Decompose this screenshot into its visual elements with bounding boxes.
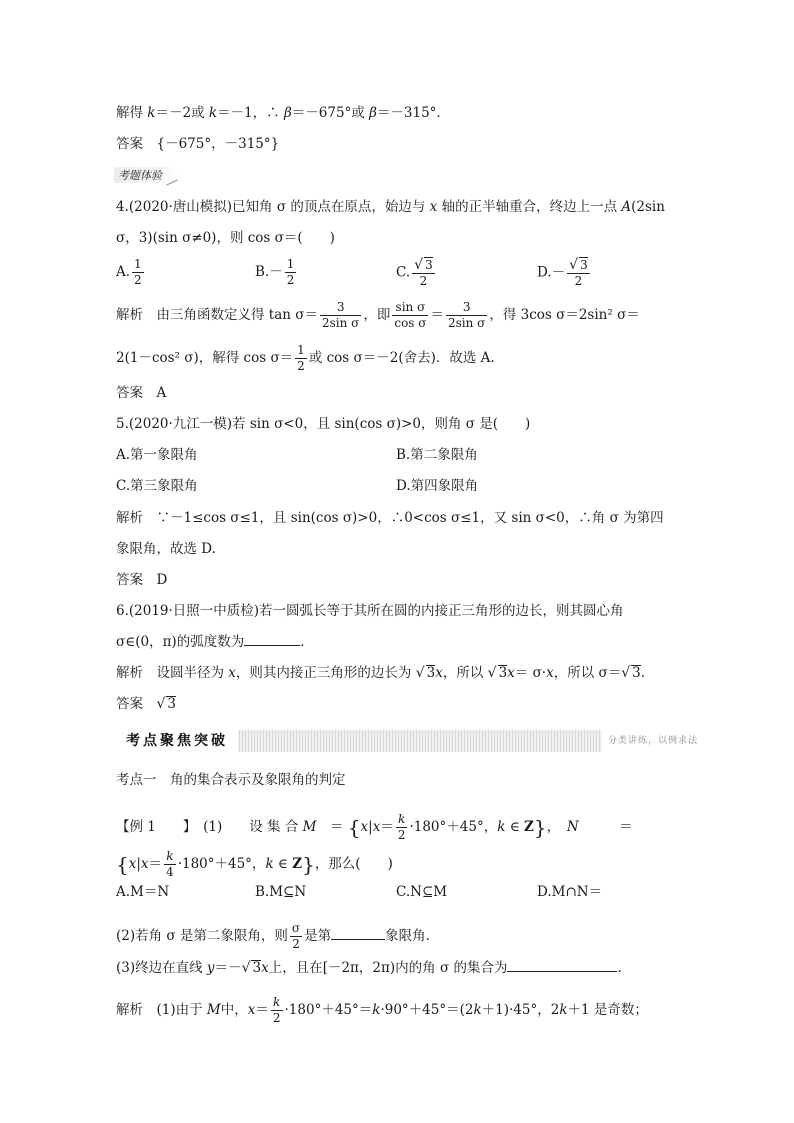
q5-answer: 答案 D bbox=[116, 572, 168, 588]
example1-part2: (2)若角 σ 是第二象限角，则 $\frac{\sigma}{2}$ 是第 象限角. bbox=[116, 921, 430, 951]
example1-option-d: D.M∩N＝ bbox=[537, 884, 603, 900]
example1-option-c: C.N⊆M bbox=[396, 884, 448, 900]
q6-stem-line2: σ∈(0，π)的弧度数为 ． bbox=[116, 634, 314, 650]
example1-line1: 【例 1 】 (1) 设 集 合 M ＝ {x|x＝ $\frac{k}{2}$ ·180°＋45°，k ∈ Z}， N ＝ bbox=[116, 812, 633, 842]
answer-label: 答案 bbox=[116, 136, 143, 152]
example1-option-a: A.M＝N bbox=[116, 884, 170, 900]
q5-option-b: B.第二象限角 bbox=[396, 447, 478, 463]
answer-top bbox=[116, 135, 279, 153]
q5-option-a: A.第一象限角 bbox=[116, 447, 198, 463]
q4-option-b: B.－ $\frac{1}{2}$ bbox=[255, 257, 295, 287]
q4-option-c: C. $\frac{√ 3}{2}$ bbox=[396, 257, 433, 288]
q5-option-c: C.第三象限角 bbox=[116, 478, 198, 494]
example1-part3: (3)终边在直线 y＝－√ 3x上，且在[－2π，2π)内的角 σ 的集合为 . bbox=[116, 960, 622, 976]
section-banner bbox=[116, 730, 704, 752]
example1-line2: {x|x＝ $\frac{k}{4}$ ·180°＋45°，k ∈ Z}，那么( ) bbox=[116, 849, 393, 879]
section-tag: 考题体验 bbox=[114, 167, 180, 183]
example1-solution: 解析 (1)由于 M中，x＝ $\frac{k}{2}$ ·180°＋45°＝k·90°＋45°＝(2k＋1)·45°，2k＋1 是奇数； bbox=[116, 995, 648, 1025]
q4-option-d: D.－ $\frac{√ 3}{2}$ bbox=[537, 257, 588, 288]
banner-subtitle: 分类讲练，以例求法 bbox=[602, 730, 704, 752]
example1-option-b: B.M⊆N bbox=[255, 884, 307, 900]
q4-solution-line1: 解析 由三角函数定义得 tan σ＝ $\frac{3}{\text{2sin σ}}$ ，即 $\frac{\text{sin σ}}{\text{cos σ}}$ ＝ $\frac{3}{\text{2sin σ}}$ ，得 3cos σ＝2sin² σ＝ bbox=[116, 300, 640, 330]
q6-answer: 答案 √ 3 bbox=[116, 696, 177, 712]
q6-stem-line1: 6.(2019·日照一中质检)若一圆弧长等于其所在圆的内接正三角形的边长，则其圆心角 bbox=[116, 603, 624, 619]
q4-stem-line2: σ，3)(sin σ≠0)，则 cos σ＝( ) bbox=[116, 230, 335, 246]
solution-line-top: 解得 k＝－2或 k＝－1，∴ β＝－675°或 β＝－315°． bbox=[116, 105, 450, 121]
q4-option-a: A. $\frac{1}{2}$ bbox=[116, 257, 142, 287]
q6-solution: 解析 设圆半径为 x，则其内接正三角形的边长为 √ 3x，所以 √ 3x＝ σ·x，所以 σ＝√ 3. bbox=[116, 665, 646, 681]
q5-option-d: D.第四象限角 bbox=[396, 478, 479, 494]
banner-title: 考点聚焦突破 bbox=[116, 730, 238, 752]
q4-solution-line2: 2(1－cos² σ)，解得 cos σ＝ $\frac{1}{2}$ 或 cos σ＝－2(舍去)．故选 A. bbox=[116, 343, 495, 373]
kp1-title: 考点一 角的集合表示及象限角的判定 bbox=[116, 772, 346, 788]
answer-value: {－675°，－315°} bbox=[156, 136, 280, 152]
q5-solution-line2: 象限角，故选 D. bbox=[116, 541, 216, 557]
q4-answer: 答案 A bbox=[116, 385, 167, 401]
q4-stem-line1: 4.(2020·唐山模拟)已知角 σ 的顶点在原点，始边与 x 轴的正半轴重合，终边上一点 A(2sin bbox=[116, 199, 665, 215]
q5-stem: 5.(2020·九江一模)若 sin σ<0，且 sin(cos σ)>0，则角 σ 是( ) bbox=[116, 416, 531, 432]
q5-solution-line1: 解析 ∵－1≤cos σ≤1，且 sin(cos σ)>0，∴0<cos σ≤1，又 sin σ<0，∴角 σ 为第四 bbox=[116, 510, 664, 526]
